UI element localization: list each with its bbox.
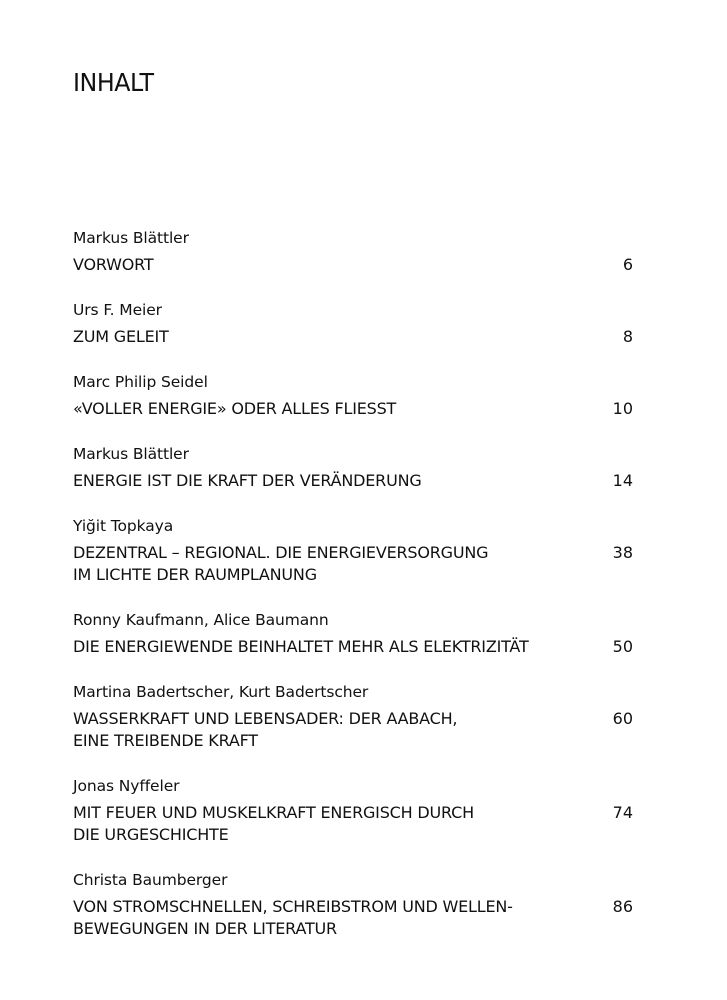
toc-title-row: [73, 802, 633, 846]
toc-entry: [73, 300, 633, 348]
toc-author: Markus Blättler: [73, 229, 189, 247]
toc-author: Ronny Kaufmann, Alice Baumann: [73, 611, 329, 629]
toc-title-row: [73, 470, 633, 492]
toc-entry: [73, 516, 633, 586]
toc-entry: [73, 870, 633, 940]
toc-title: [73, 802, 573, 846]
toc-page-number: 14: [612, 471, 633, 490]
toc-entry: [73, 776, 633, 846]
toc-author: Yiğit Topkaya: [73, 517, 174, 535]
toc-title-line: IM LICHTE DER RAUMPLANUNG: [73, 565, 317, 584]
toc-title-line: BEWEGUNGEN IN DER LITERATUR: [73, 919, 337, 938]
toc-title: ENERGIE IST DIE KRAFT DER VERÄNDERUNG: [73, 471, 422, 490]
toc-entry: [73, 372, 633, 420]
toc-author: Jonas Nyffeler: [73, 777, 180, 795]
toc-title: «VOLLER ENERGIE» ODER ALLES FLIESST: [73, 399, 397, 418]
toc-entry: [73, 228, 633, 276]
toc-title: VORWORT: [73, 255, 154, 274]
toc-title-line: MIT FEUER UND MUSKELKRAFT ENERGISCH DURCH: [73, 803, 474, 822]
toc-title: ZUM GELEIT: [73, 327, 169, 346]
toc-page-number: 6: [622, 255, 633, 274]
toc-page-number: 8: [622, 327, 633, 346]
toc-author: Urs F. Meier: [73, 301, 162, 319]
toc-title: [73, 896, 573, 940]
toc-entry: [73, 444, 633, 492]
toc-page-number: 10: [612, 399, 633, 418]
toc-page-number: 50: [612, 637, 633, 656]
toc-title-row: [73, 326, 633, 348]
table-of-contents: [73, 228, 633, 940]
toc-title-row: [73, 636, 633, 658]
toc-title: DIE ENERGIEWENDE BEINHALTET MEHR ALS ELEKTRIZITÄT: [73, 637, 529, 656]
toc-title-row: [73, 708, 633, 752]
toc-title-line: VON STROMSCHNELLEN, SCHREIBSTROM UND WELLEN-: [73, 897, 513, 916]
toc-title: [73, 542, 573, 586]
toc-author: Christa Baumberger: [73, 871, 228, 889]
toc-title-row: [73, 896, 633, 940]
toc-author: Markus Blättler: [73, 445, 189, 463]
toc-author: Martina Badertscher, Kurt Badertscher: [73, 683, 369, 701]
toc-title-line: WASSERKRAFT UND LEBENSADER: DER AABACH,: [73, 709, 458, 728]
toc-author: Marc Philip Seidel: [73, 373, 208, 391]
page-title: INHALT: [73, 68, 154, 97]
toc-entry: [73, 610, 633, 658]
toc-page-number: 38: [612, 543, 633, 562]
toc-title-line: EINE TREIBENDE KRAFT: [73, 731, 258, 750]
toc-title-row: [73, 542, 633, 586]
toc-title-row: [73, 254, 633, 276]
toc-title-line: DIE URGESCHICHTE: [73, 825, 229, 844]
toc-entry: [73, 682, 633, 752]
toc-page-number: 60: [612, 709, 633, 728]
toc-page-number: 74: [612, 803, 633, 822]
toc-title: [73, 708, 573, 752]
toc-title-row: [73, 398, 633, 420]
toc-title-line: DEZENTRAL – REGIONAL. DIE ENERGIEVERSORGUNG: [73, 543, 489, 562]
toc-page-number: 86: [612, 897, 633, 916]
